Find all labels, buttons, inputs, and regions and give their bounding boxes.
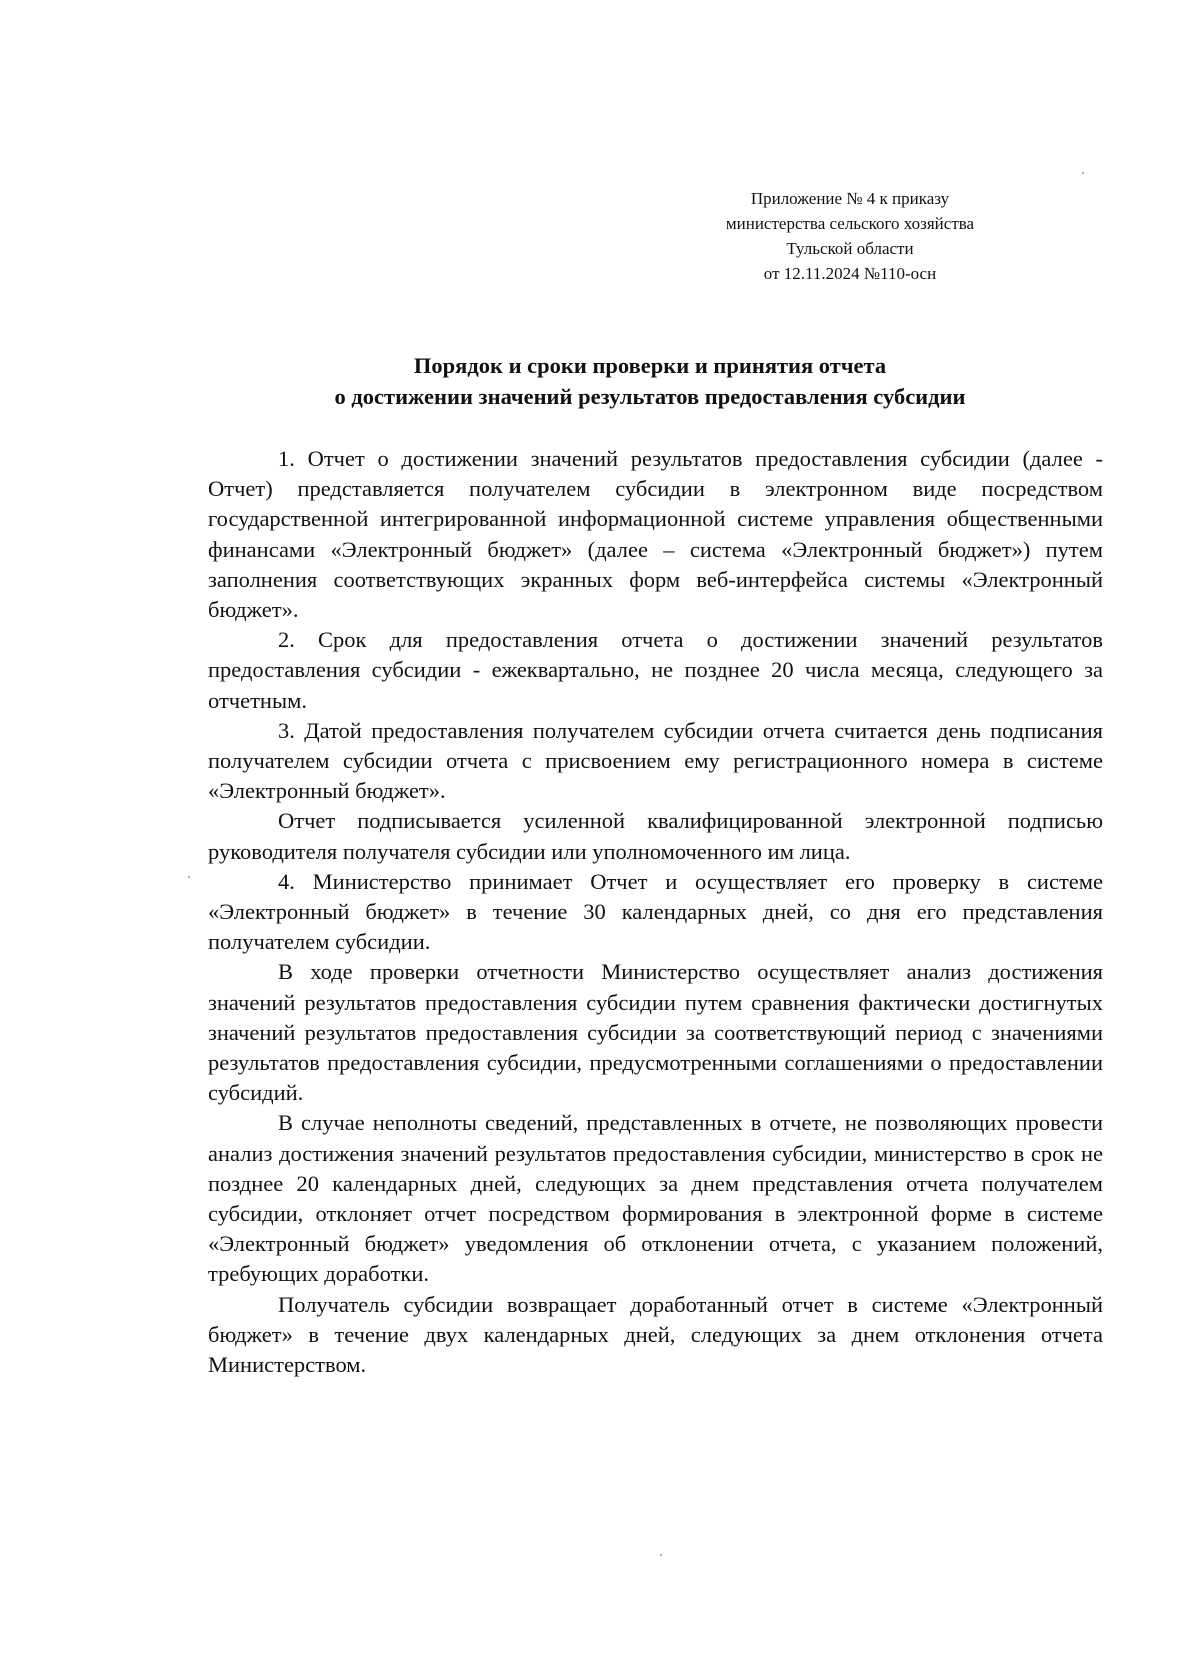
paragraph-2: 2. Срок для предоставления отчета о достижении значений результатов предоставления субсидии - ежеквартально, не позднее 20 числа месяца, следующего за отчетным. bbox=[208, 627, 1103, 713]
annex-line: министерства сельского хозяйства bbox=[725, 214, 975, 233]
paragraph-analysis: В ходе проверки отчетности Министерство осуществляет анализ достижения значений результатов предоставления субсидии путем сравнения фактически достигнутых значений результатов предоставления субсидии за соответствующий период с значениями результатов предоставления субсидии, предусмотренными соглашениями о предоставлении субсидий. bbox=[208, 959, 1103, 1106]
annex-header bbox=[680, 186, 1020, 286]
annex-line: Приложение № 4 к приказу bbox=[750, 189, 950, 208]
paragraph-3: 3. Датой предоставления получателем субсидии отчета считается день подписания получателем субсидии отчета с присвоением ему регистрационного номера в системе «Электронный бюджет». bbox=[208, 717, 1103, 804]
document-title bbox=[200, 350, 1100, 412]
annex-line: Тульской области bbox=[786, 239, 914, 258]
scan-speck bbox=[1082, 172, 1084, 174]
document-body bbox=[208, 444, 1103, 1380]
scan-speck bbox=[660, 1554, 662, 1556]
title-line: о достижении значений результатов предоставления субсидии bbox=[334, 384, 966, 409]
paragraph-signature: Отчет подписывается усиленной квалифицированной электронной подписью руководителя получателя субсидии или уполномоченного им лица. bbox=[208, 808, 1103, 864]
paragraph-4: 4. Министерство принимает Отчет и осуществляет его проверку в системе «Электронный бюджет» в течение 30 календарных дней, со дня его представления получателем субсидии. bbox=[208, 868, 1103, 955]
paragraph-1: 1. Отчет о достижении значений результатов предоставления субсидии (далее - Отчет) представляется получателем субсидии в электронном виде посредством государственной интегрированной информационной системе управления общественными финансами «Электронный бюджет» (далее – система «Электронный бюджет») путем заполнения соответствующих экранных форм веб-интерфейса системы «Электронный бюджет». bbox=[208, 446, 1103, 623]
annex-date-number: от 12.11.2024 №110-осн bbox=[763, 264, 937, 283]
title-line: Порядок и сроки проверки и принятия отчета bbox=[413, 353, 887, 378]
paragraph-return: Получатель субсидии возвращает доработанный отчет в системе «Электронный бюджет» в течение двух календарных дней, следующих за днем отклонения отчета Министерством. bbox=[208, 1291, 1103, 1378]
scan-speck bbox=[188, 876, 190, 878]
paragraph-rejection: В случае неполноты сведений, представленных в отчете, не позволяющих провести анализ достижения значений результатов предоставления субсидии, министерство в срок не позднее 20 календарных дней, следующих за днем представления отчета получателем субсидии, отклоняет отчет посредством формирования в электронной форме в системе «Электронный бюджет» уведомления об отклонении отчета, с указанием положений, требующих доработки. bbox=[208, 1110, 1103, 1287]
